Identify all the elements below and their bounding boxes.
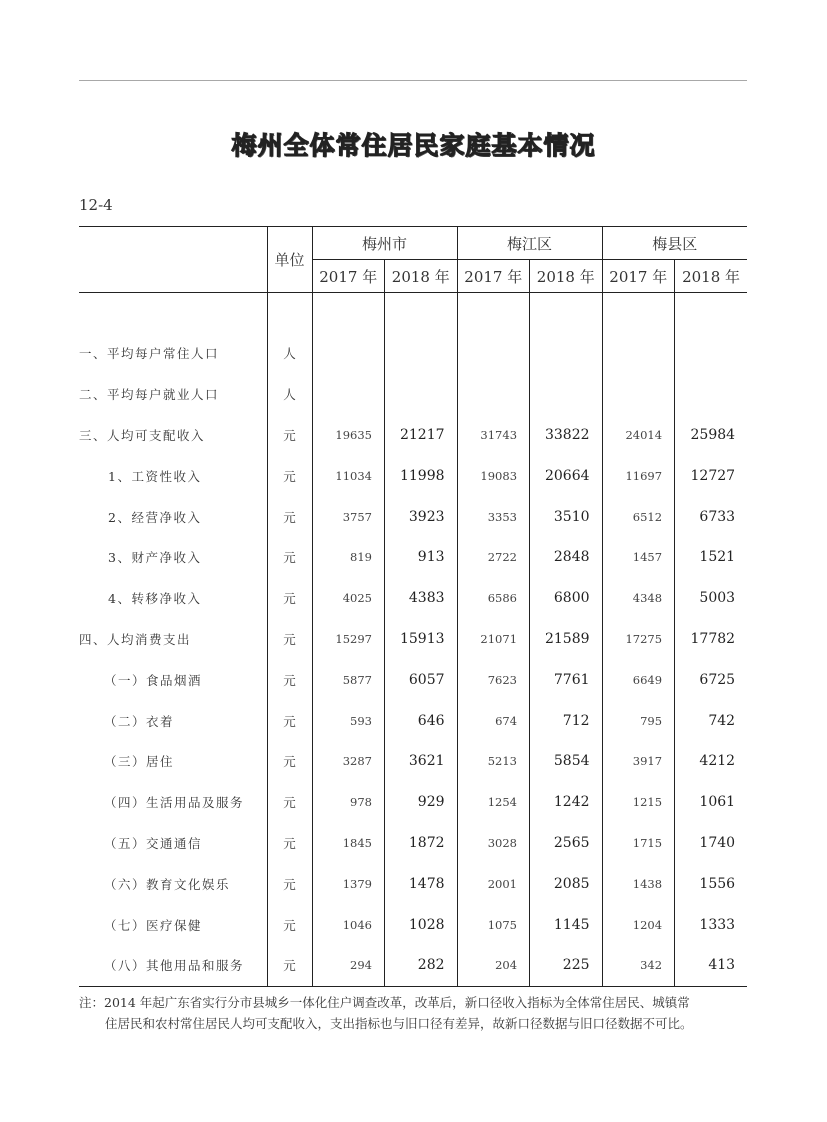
value-cell: 21071	[457, 619, 530, 660]
value-cell: 11998	[385, 455, 458, 496]
table-row	[79, 374, 747, 415]
row-label: （五）交通通信	[104, 835, 203, 851]
header-year: 2018 年	[385, 260, 458, 293]
footnote	[79, 992, 759, 1034]
table-body	[79, 293, 747, 987]
value-cell: 742	[675, 700, 748, 741]
value-cell: 1254	[457, 782, 530, 823]
value-cell	[602, 374, 675, 415]
row-label: （二）衣着	[104, 713, 175, 729]
value-cell: 2848	[530, 537, 603, 578]
value-cell: 2722	[457, 537, 530, 578]
value-cell: 593	[312, 700, 385, 741]
value-cell	[457, 333, 530, 374]
value-cell: 4383	[385, 578, 458, 619]
row-unit: 元	[267, 659, 312, 700]
row-label: （八）其他用品和服务	[79, 945, 267, 986]
value-cell: 929	[385, 782, 458, 823]
value-cell: 19083	[457, 455, 530, 496]
value-cell: 3353	[457, 496, 530, 537]
row-unit: 元	[267, 945, 312, 986]
value-cell: 2085	[530, 863, 603, 904]
value-cell: 19635	[312, 415, 385, 456]
header-year: 2018 年	[675, 260, 748, 293]
value-cell: 15913	[385, 619, 458, 660]
row-label: 三、人均可支配收入	[79, 427, 206, 443]
value-cell: 4025	[312, 578, 385, 619]
table-row	[79, 823, 747, 864]
value-cell	[312, 374, 385, 415]
header-year: 2017 年	[602, 260, 675, 293]
row-label: 1、工资性收入	[108, 468, 202, 484]
row-label: 3、财产净收入	[108, 550, 202, 566]
table-row	[79, 659, 747, 700]
table-row	[79, 578, 747, 619]
value-cell: 712	[530, 700, 603, 741]
value-cell: 819	[312, 537, 385, 578]
value-cell: 1845	[312, 823, 385, 864]
table-row	[79, 496, 747, 537]
value-cell: 1204	[602, 904, 675, 945]
value-cell: 2001	[457, 863, 530, 904]
header-year: 2017 年	[457, 260, 530, 293]
row-unit: 元	[267, 823, 312, 864]
header-group-meixian: 梅县区	[602, 227, 747, 260]
row-unit: 元	[267, 455, 312, 496]
table-row	[79, 415, 747, 456]
value-cell: 3923	[385, 496, 458, 537]
row-label: （四）生活用品及服务	[104, 795, 245, 811]
row-unit: 元	[267, 782, 312, 823]
value-cell: 6586	[457, 578, 530, 619]
value-cell: 342	[602, 945, 675, 986]
top-rule	[79, 80, 747, 81]
value-cell: 6800	[530, 578, 603, 619]
spacer-row	[79, 293, 747, 334]
value-cell: 1242	[530, 782, 603, 823]
value-cell: 1379	[312, 863, 385, 904]
value-cell: 21217	[385, 415, 458, 456]
row-unit: 元	[267, 578, 312, 619]
value-cell	[530, 374, 603, 415]
value-cell: 1061	[675, 782, 748, 823]
value-cell: 4212	[675, 741, 748, 782]
value-cell: 225	[530, 945, 603, 986]
value-cell: 17782	[675, 619, 748, 660]
value-cell: 6733	[675, 496, 748, 537]
row-unit: 元	[267, 700, 312, 741]
value-cell	[385, 333, 458, 374]
value-cell: 3621	[385, 741, 458, 782]
value-cell: 5854	[530, 741, 603, 782]
value-cell: 3510	[530, 496, 603, 537]
value-cell	[530, 333, 603, 374]
table-row	[79, 700, 747, 741]
value-cell: 6057	[385, 659, 458, 700]
table-row	[79, 333, 747, 374]
value-cell: 294	[312, 945, 385, 986]
row-unit: 人	[267, 333, 312, 374]
value-cell: 1556	[675, 863, 748, 904]
value-cell: 1478	[385, 863, 458, 904]
value-cell: 2565	[530, 823, 603, 864]
row-label: 二、平均每户就业人口	[79, 387, 220, 403]
table-row	[79, 904, 747, 945]
value-cell	[457, 374, 530, 415]
value-cell: 31743	[457, 415, 530, 456]
row-unit: 元	[267, 537, 312, 578]
value-cell	[675, 374, 748, 415]
row-unit: 元	[267, 904, 312, 945]
value-cell: 6649	[602, 659, 675, 700]
table-row	[79, 782, 747, 823]
value-cell: 4348	[602, 578, 675, 619]
row-unit: 人	[267, 374, 312, 415]
row-label: 四、人均消费支出	[79, 631, 192, 647]
value-cell: 25984	[675, 415, 748, 456]
value-cell: 7761	[530, 659, 603, 700]
row-unit: 元	[267, 863, 312, 904]
table-row	[79, 863, 747, 904]
value-cell: 20664	[530, 455, 603, 496]
value-cell: 17275	[602, 619, 675, 660]
row-label: 4、转移净收入	[108, 591, 202, 607]
value-cell: 1715	[602, 823, 675, 864]
value-cell: 11034	[312, 455, 385, 496]
value-cell: 204	[457, 945, 530, 986]
value-cell: 3028	[457, 823, 530, 864]
value-cell: 1075	[457, 904, 530, 945]
value-cell: 674	[457, 700, 530, 741]
value-cell	[675, 333, 748, 374]
value-cell: 3917	[602, 741, 675, 782]
value-cell: 1872	[385, 823, 458, 864]
row-unit: 元	[267, 496, 312, 537]
value-cell: 1438	[602, 863, 675, 904]
row-label: （七）医疗保健	[104, 917, 203, 933]
value-cell: 5003	[675, 578, 748, 619]
header-unit: 单位	[267, 227, 312, 293]
value-cell	[385, 374, 458, 415]
row-unit: 元	[267, 619, 312, 660]
value-cell: 24014	[602, 415, 675, 456]
row-unit: 元	[267, 415, 312, 456]
value-cell: 3287	[312, 741, 385, 782]
row-label: 2、经营净收入	[108, 509, 202, 525]
header-item-blank	[79, 227, 267, 293]
value-cell: 6725	[675, 659, 748, 700]
table-row	[79, 945, 747, 986]
data-table	[79, 226, 747, 987]
value-cell: 11697	[602, 455, 675, 496]
value-cell: 413	[675, 945, 748, 986]
value-cell: 913	[385, 537, 458, 578]
value-cell: 282	[385, 945, 458, 986]
value-cell: 21589	[530, 619, 603, 660]
value-cell: 33822	[530, 415, 603, 456]
row-label: （六）教育文化娱乐	[104, 876, 231, 892]
table-row	[79, 619, 747, 660]
table-number: 12-4	[79, 196, 113, 214]
footnote-line-1: 注：2014 年起广东省实行分市县城乡一体化住户调查改革，改革后，新口径收入指标为全体常住居民、城镇常	[79, 995, 690, 1010]
value-cell: 795	[602, 700, 675, 741]
page-title: 梅州全体常住居民家庭基本情况	[231, 131, 596, 160]
row-unit: 元	[267, 741, 312, 782]
value-cell: 1521	[675, 537, 748, 578]
value-cell	[312, 333, 385, 374]
row-label: （三）居住	[104, 754, 175, 770]
value-cell: 3757	[312, 496, 385, 537]
value-cell: 978	[312, 782, 385, 823]
value-cell: 5877	[312, 659, 385, 700]
value-cell: 1028	[385, 904, 458, 945]
table-row	[79, 537, 747, 578]
row-label: 一、平均每户常住人口	[79, 346, 220, 362]
row-label: （一）食品烟酒	[104, 672, 203, 688]
value-cell: 1457	[602, 537, 675, 578]
header-group-meijiang: 梅江区	[457, 227, 602, 260]
value-cell	[602, 333, 675, 374]
footnote-line-2: 住居民和农村常住居民人均可支配收入，支出指标也与旧口径有差异，故新口径数据与旧口径数据不可比。	[105, 1016, 693, 1031]
table-row	[79, 455, 747, 496]
value-cell: 7623	[457, 659, 530, 700]
value-cell: 1215	[602, 782, 675, 823]
value-cell: 12727	[675, 455, 748, 496]
header-year: 2018 年	[530, 260, 603, 293]
value-cell: 6512	[602, 496, 675, 537]
header-year: 2017 年	[312, 260, 385, 293]
header-group-meizhou: 梅州市	[312, 227, 457, 260]
value-cell: 1145	[530, 904, 603, 945]
value-cell: 15297	[312, 619, 385, 660]
value-cell: 5213	[457, 741, 530, 782]
value-cell: 1333	[675, 904, 748, 945]
value-cell: 1740	[675, 823, 748, 864]
table-row	[79, 741, 747, 782]
value-cell: 1046	[312, 904, 385, 945]
value-cell: 646	[385, 700, 458, 741]
